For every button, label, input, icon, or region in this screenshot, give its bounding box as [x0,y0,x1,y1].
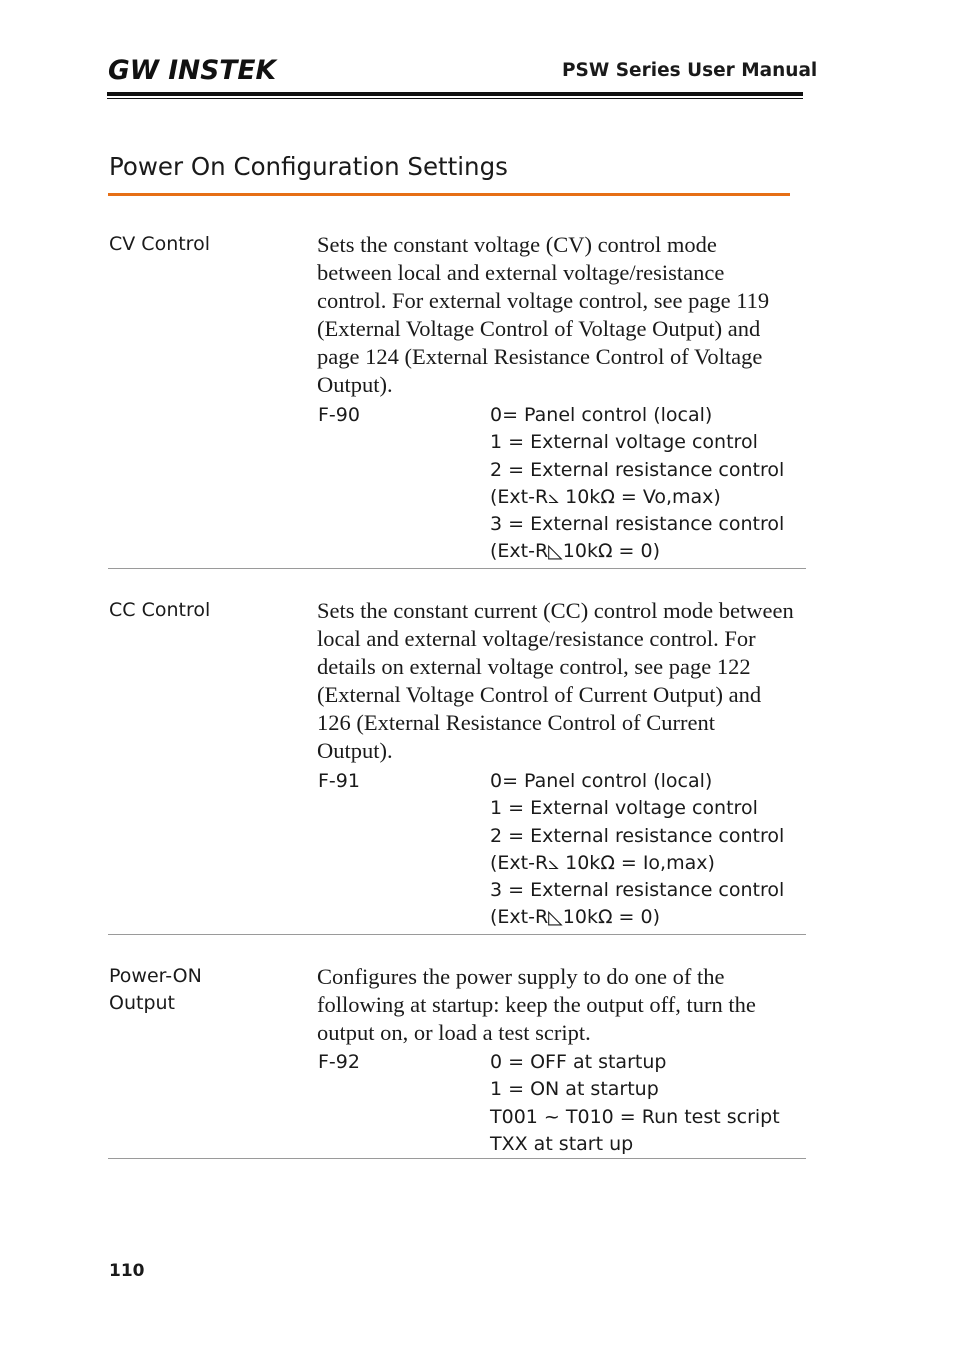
option-item: 0 = OFF at startup [490,1051,667,1073]
setting-label: CC Control [109,599,211,621]
setting-cc-control [108,597,806,935]
option-item: T001 ~ T010 = Run test script [490,1105,780,1128]
page-number: 110 [109,1261,145,1281]
options-list [490,402,784,566]
section-title-underline [108,193,790,196]
option-item: (Ext-R⦣ 10kΩ = Vo,max) [490,485,721,508]
option-item: 0= Panel control (local) [490,404,713,426]
option-item: (Ext-R⦣ 10kΩ = Io,max) [490,851,715,874]
setting-description: Sets the constant current (CC) control mode between local and external voltage/resistance control. For details on external voltage control, see page 122 (External Voltage Control of Current Output) and 126 (External Resistance Control of Current Output). [317,598,794,763]
logo-text: GW INSTEK [108,55,278,83]
setting-cv-control [108,231,806,569]
function-code: F-90 [318,404,360,426]
section-title: Power On Configuration Settings [109,152,508,181]
option-item: (Ext-R◺10kΩ = 0) [490,906,660,929]
option-item: 1 = External voltage control [490,797,758,820]
setting-description: Sets the constant voltage (CV) control mode between local and external voltage/resistance control. For external voltage control, see page 119 (External Voltage Control of Voltage Output) and page 124 (External Resistance Control of Voltage Output). [317,232,770,397]
setting-label: CV Control [109,233,210,255]
option-item: (Ext-R◺10kΩ = 0) [490,540,660,563]
gw-instek-logo [108,55,278,83]
setting-description: Configures the power supply to do one of the following at startup: keep the output off, turn the output on, or load a test script. [317,964,756,1045]
setting-label: Power-ON Output [109,965,202,1014]
options-list [490,768,784,932]
option-item: 1 = ON at startup [490,1078,659,1101]
header-rule-thin [107,98,803,99]
function-code: F-92 [318,1051,360,1073]
function-code: F-91 [318,770,360,792]
header-rule [107,92,803,96]
option-item: 3 = External resistance control [490,879,785,902]
option-item: TXX at start up [490,1132,634,1155]
option-item: 2 = External resistance control [490,824,785,847]
option-item: 1 = External voltage control [490,431,758,454]
option-item: 2 = External resistance control [490,458,785,481]
manual-title: PSW Series User Manual [562,60,818,81]
setting-power-on-output [108,963,806,1159]
option-item: 3 = External resistance control [490,513,785,536]
option-item: 0= Panel control (local) [490,770,713,792]
options-list [490,1049,780,1158]
